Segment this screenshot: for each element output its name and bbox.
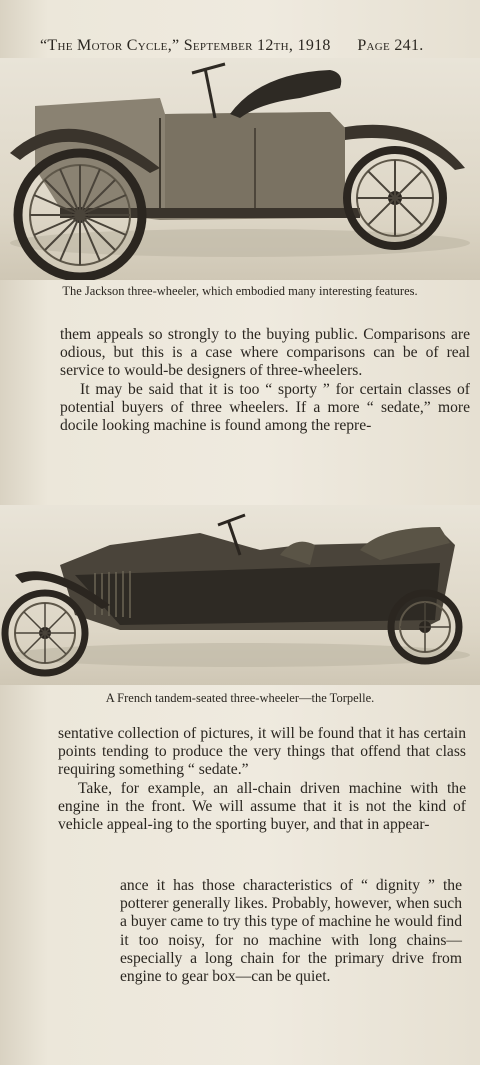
text-block-3 bbox=[120, 877, 462, 986]
running-header bbox=[40, 37, 460, 55]
running-head-title: “The Motor Cycle,” September 12th, 1918 bbox=[40, 37, 331, 54]
page-number: Page 241. bbox=[357, 37, 424, 54]
figure-caption-torpelle: A French tandem-seated three-wheeler—the Torpelle. bbox=[105, 691, 375, 705]
paragraph: It may be said that it is too “ sporty ” for certain classes of potential buyers of three wheelers. If a more “ sedate,” more docile looking machine is found among the repre- bbox=[60, 380, 470, 435]
paragraph: ance it has those characteristics of “ dignity ” the potterer generally likes. Probably, however, when such a buyer came to try this type of machine he would find it too noisy, for no machine with long chains—especially a long chain for the primary drive from engine to gear box—can be quiet. bbox=[120, 877, 462, 986]
torpelle-three-wheeler-photo bbox=[0, 505, 480, 685]
text-block-1 bbox=[60, 326, 470, 435]
paragraph: sentative collection of pictures, it will be found that it has certain points tending to produce the very things that offend that class requiring something “ sedate.” bbox=[58, 725, 466, 779]
paragraph: them appeals so strongly to the buying public. Comparisons are odious, but this is a case where comparisons can be of real service to would-be designers of three-wheelers. bbox=[60, 326, 470, 380]
paragraph: Take, for example, an all-chain driven machine with the engine in the front. We will assume that it is not the kind of vehicle appeal-ing to the sporting buyer, and that in appear- bbox=[58, 779, 466, 834]
jackson-three-wheeler-photo bbox=[0, 58, 480, 280]
text-block-2 bbox=[58, 725, 466, 834]
figure-caption-jackson: The Jackson three-wheeler, which embodied many interesting features. bbox=[62, 284, 418, 298]
